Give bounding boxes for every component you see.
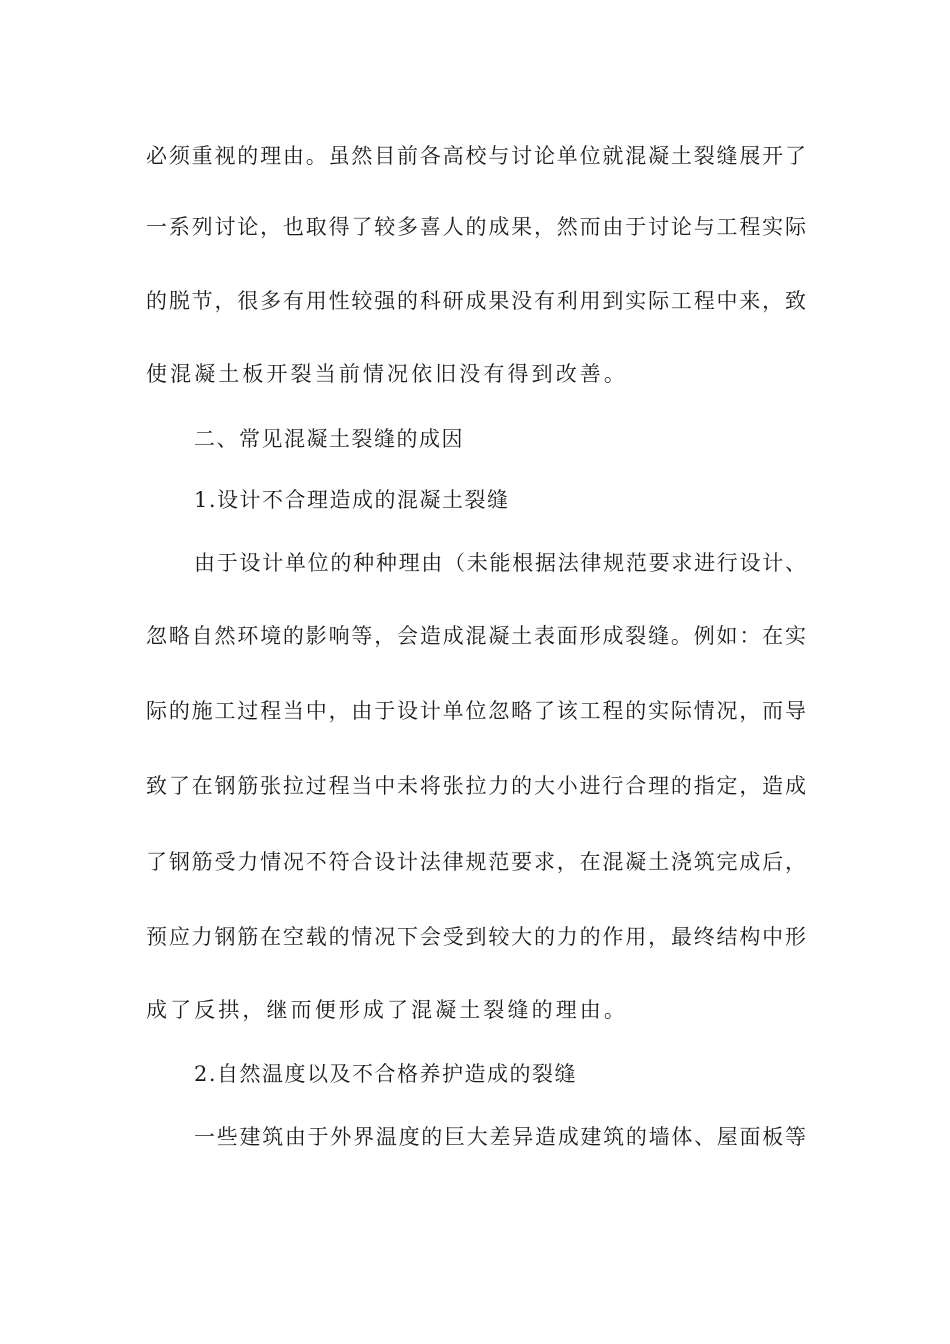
- paragraph-line: 预应力钢筋在空载的情况下会受到较大的力的作用，最终结构中形: [146, 925, 806, 949]
- paragraph-line: 成了反拱，继而便形成了混凝土裂缝的理由。: [146, 998, 628, 1022]
- paragraph-line: 忽略自然环境的影响等，会造成混凝土表面形成裂缝。例如：在实: [146, 624, 806, 648]
- section-heading: 二、常见混凝土裂缝的成因: [194, 427, 464, 451]
- subsection-heading: 2.自然温度以及不合格养护造成的裂缝: [194, 1062, 578, 1086]
- paragraph-line: 使混凝土板开裂当前情况依旧没有得到改善。: [146, 362, 628, 386]
- subsection-heading: 1.设计不合理造成的混凝土裂缝: [194, 488, 510, 512]
- paragraph-line: 一些建筑由于外界温度的巨大差异造成建筑的墙体、屋面板等: [194, 1125, 806, 1149]
- paragraph-line: 了钢筋受力情况不符合设计法律规范要求，在混凝土浇筑完成后，: [146, 850, 806, 874]
- paragraph-line: 的脱节，很多有用性较强的科研成果没有利用到实际工程中来，致: [146, 289, 806, 313]
- paragraph-line: 由于设计单位的种种理由（未能根据法律规范要求进行设计、: [194, 551, 806, 575]
- paragraph-line: 际的施工过程当中，由于设计单位忽略了该工程的实际情况，而导: [146, 699, 806, 723]
- paragraph-line: 致了在钢筋张拉过程当中未将张拉力的大小进行合理的指定，造成: [146, 774, 806, 798]
- paragraph-line: 必须重视的理由。虽然目前各高校与讨论单位就混凝土裂缝展开了: [146, 144, 806, 168]
- paragraph-line: 一系列讨论，也取得了较多喜人的成果，然而由于讨论与工程实际: [146, 215, 806, 239]
